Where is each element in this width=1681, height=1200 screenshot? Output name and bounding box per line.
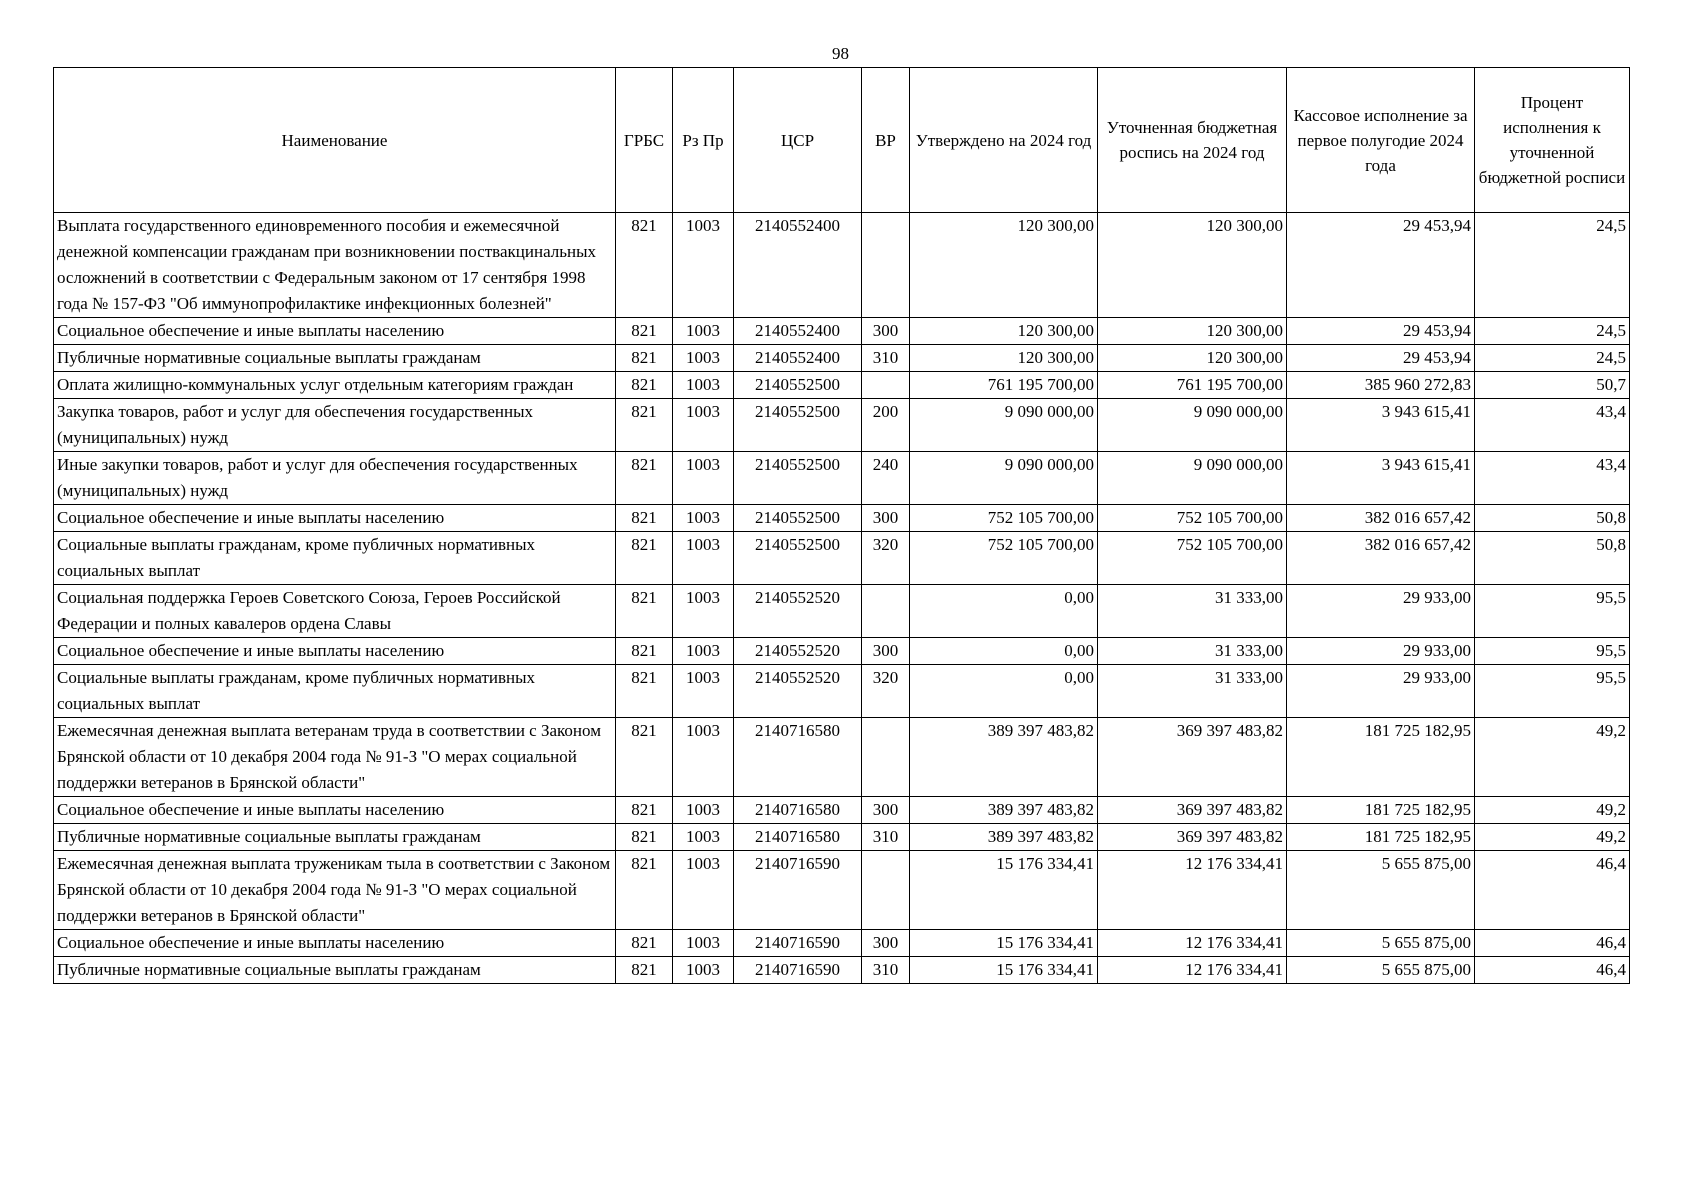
cell-csr: 2140716580 [734,824,862,851]
cell-grbs: 821 [616,665,673,718]
cell-grbs: 821 [616,930,673,957]
table-row [54,452,1630,505]
cell-percent: 46,4 [1475,957,1630,984]
cell-approved: 15 176 334,41 [910,851,1098,930]
cell-name: Выплата государственного единовременного пособия и ежемесячной денежной компенсации гражданам при возникновении поствакцинальных осложнений в соответствии с Федеральным законом от 17 сентября 1998 года № 157-ФЗ "Об иммунопрофилактике инфекционных болезней" [54,213,616,318]
cell-csr: 2140552500 [734,372,862,399]
cell-rzpr: 1003 [673,585,734,638]
header-percent: Процент исполнения к уточненной бюджетной росписи [1475,68,1630,213]
cell-percent: 43,4 [1475,399,1630,452]
cell-csr: 2140716590 [734,930,862,957]
cell-percent: 49,2 [1475,718,1630,797]
cell-csr: 2140552520 [734,665,862,718]
cell-rzpr: 1003 [673,665,734,718]
cell-refined: 31 333,00 [1098,638,1287,665]
table-row [54,585,1630,638]
cell-name: Публичные нормативные социальные выплаты гражданам [54,957,616,984]
table-row [54,318,1630,345]
cell-grbs: 821 [616,957,673,984]
cell-approved: 389 397 483,82 [910,824,1098,851]
cell-vr: 240 [862,452,910,505]
cell-vr [862,213,910,318]
table-row [54,930,1630,957]
cell-percent: 24,5 [1475,213,1630,318]
cell-grbs: 821 [616,638,673,665]
table-row [54,851,1630,930]
cell-refined: 12 176 334,41 [1098,930,1287,957]
header-cash: Кассовое исполнение за первое полугодие 2024 года [1287,68,1475,213]
cell-rzpr: 1003 [673,957,734,984]
cell-rzpr: 1003 [673,345,734,372]
cell-grbs: 821 [616,585,673,638]
cell-refined: 120 300,00 [1098,345,1287,372]
cell-refined: 31 333,00 [1098,585,1287,638]
header-approved: Утверждено на 2024 год [910,68,1098,213]
cell-percent: 95,5 [1475,665,1630,718]
cell-refined: 120 300,00 [1098,318,1287,345]
cell-name: Публичные нормативные социальные выплаты гражданам [54,824,616,851]
cell-name: Социальное обеспечение и иные выплаты населению [54,797,616,824]
cell-cash: 29 453,94 [1287,213,1475,318]
table-row [54,532,1630,585]
cell-grbs: 821 [616,399,673,452]
header-refined: Уточненная бюджетная роспись на 2024 год [1098,68,1287,213]
cell-vr: 310 [862,957,910,984]
cell-rzpr: 1003 [673,718,734,797]
cell-percent: 49,2 [1475,824,1630,851]
table-row [54,718,1630,797]
cell-refined: 31 333,00 [1098,665,1287,718]
cell-rzpr: 1003 [673,213,734,318]
table-row [54,665,1630,718]
cell-percent: 43,4 [1475,452,1630,505]
cell-csr: 2140552520 [734,585,862,638]
cell-approved: 0,00 [910,585,1098,638]
cell-approved: 752 105 700,00 [910,532,1098,585]
cell-refined: 12 176 334,41 [1098,851,1287,930]
cell-percent: 50,8 [1475,505,1630,532]
cell-cash: 382 016 657,42 [1287,532,1475,585]
cell-refined: 9 090 000,00 [1098,452,1287,505]
cell-grbs: 821 [616,824,673,851]
cell-approved: 761 195 700,00 [910,372,1098,399]
cell-rzpr: 1003 [673,452,734,505]
cell-cash: 181 725 182,95 [1287,797,1475,824]
cell-rzpr: 1003 [673,399,734,452]
budget-table [53,67,1630,984]
header-grbs: ГРБС [616,68,673,213]
cell-cash: 5 655 875,00 [1287,851,1475,930]
cell-cash: 181 725 182,95 [1287,718,1475,797]
cell-percent: 95,5 [1475,638,1630,665]
cell-rzpr: 1003 [673,930,734,957]
cell-refined: 369 397 483,82 [1098,824,1287,851]
cell-csr: 2140552400 [734,213,862,318]
cell-grbs: 821 [616,718,673,797]
cell-cash: 29 453,94 [1287,345,1475,372]
cell-refined: 761 195 700,00 [1098,372,1287,399]
cell-csr: 2140552500 [734,505,862,532]
table-row [54,957,1630,984]
cell-approved: 15 176 334,41 [910,957,1098,984]
cell-refined: 752 105 700,00 [1098,505,1287,532]
cell-approved: 120 300,00 [910,213,1098,318]
cell-grbs: 821 [616,213,673,318]
cell-cash: 5 655 875,00 [1287,930,1475,957]
cell-rzpr: 1003 [673,638,734,665]
cell-percent: 95,5 [1475,585,1630,638]
cell-name: Социальное обеспечение и иные выплаты населению [54,318,616,345]
cell-percent: 46,4 [1475,930,1630,957]
cell-grbs: 821 [616,505,673,532]
cell-approved: 0,00 [910,665,1098,718]
table-row [54,638,1630,665]
cell-rzpr: 1003 [673,532,734,585]
cell-name: Иные закупки товаров, работ и услуг для обеспечения государственных (муниципальных) нужд [54,452,616,505]
table-header-row [54,68,1630,213]
cell-grbs: 821 [616,452,673,505]
cell-name: Оплата жилищно-коммунальных услуг отдельным категориям граждан [54,372,616,399]
cell-vr: 300 [862,505,910,532]
cell-rzpr: 1003 [673,851,734,930]
header-csr: ЦСР [734,68,862,213]
cell-csr: 2140552500 [734,452,862,505]
cell-percent: 24,5 [1475,345,1630,372]
table-row [54,505,1630,532]
cell-name: Социальное обеспечение и иные выплаты населению [54,505,616,532]
cell-vr: 310 [862,824,910,851]
cell-vr: 320 [862,532,910,585]
cell-vr [862,718,910,797]
cell-vr [862,851,910,930]
table-row [54,824,1630,851]
cell-refined: 369 397 483,82 [1098,797,1287,824]
cell-vr: 300 [862,930,910,957]
cell-approved: 752 105 700,00 [910,505,1098,532]
cell-vr: 300 [862,797,910,824]
cell-percent: 24,5 [1475,318,1630,345]
cell-approved: 389 397 483,82 [910,718,1098,797]
table-row [54,372,1630,399]
table-row [54,345,1630,372]
cell-refined: 9 090 000,00 [1098,399,1287,452]
cell-cash: 181 725 182,95 [1287,824,1475,851]
cell-grbs: 821 [616,372,673,399]
cell-csr: 2140716590 [734,957,862,984]
cell-approved: 120 300,00 [910,318,1098,345]
cell-csr: 2140716580 [734,718,862,797]
page-number: 98 [832,44,849,63]
cell-approved: 9 090 000,00 [910,399,1098,452]
cell-name: Социальная поддержка Героев Советского Союза, Героев Российской Федерации и полных кавалеров ордена Славы [54,585,616,638]
cell-approved: 120 300,00 [910,345,1098,372]
cell-cash: 385 960 272,83 [1287,372,1475,399]
table-row [54,797,1630,824]
cell-refined: 752 105 700,00 [1098,532,1287,585]
cell-percent: 46,4 [1475,851,1630,930]
cell-name: Социальное обеспечение и иные выплаты населению [54,930,616,957]
cell-csr: 2140552400 [734,318,862,345]
cell-rzpr: 1003 [673,318,734,345]
cell-grbs: 821 [616,345,673,372]
cell-cash: 3 943 615,41 [1287,452,1475,505]
cell-vr: 320 [862,665,910,718]
cell-cash: 3 943 615,41 [1287,399,1475,452]
cell-grbs: 821 [616,851,673,930]
cell-csr: 2140716590 [734,851,862,930]
cell-percent: 49,2 [1475,797,1630,824]
cell-name: Ежемесячная денежная выплата труженикам тыла в соответствии с Законом Брянской области от 10 декабря 2004 года № 91-З "О мерах социальной поддержки ветеранов в Брянской области" [54,851,616,930]
cell-refined: 120 300,00 [1098,213,1287,318]
cell-rzpr: 1003 [673,372,734,399]
cell-rzpr: 1003 [673,797,734,824]
header-rzpr: Рз Пр [673,68,734,213]
cell-csr: 2140716580 [734,797,862,824]
cell-csr: 2140552500 [734,532,862,585]
header-name: Наименование [54,68,616,213]
cell-csr: 2140552500 [734,399,862,452]
table-row [54,213,1630,318]
cell-cash: 29 933,00 [1287,665,1475,718]
cell-vr [862,372,910,399]
cell-percent: 50,7 [1475,372,1630,399]
cell-cash: 382 016 657,42 [1287,505,1475,532]
cell-refined: 369 397 483,82 [1098,718,1287,797]
cell-csr: 2140552400 [734,345,862,372]
cell-vr: 310 [862,345,910,372]
cell-approved: 389 397 483,82 [910,797,1098,824]
cell-name: Социальное обеспечение и иные выплаты населению [54,638,616,665]
cell-csr: 2140552520 [734,638,862,665]
cell-cash: 29 453,94 [1287,318,1475,345]
cell-rzpr: 1003 [673,824,734,851]
cell-vr: 300 [862,318,910,345]
cell-vr [862,585,910,638]
cell-vr: 200 [862,399,910,452]
cell-percent: 50,8 [1475,532,1630,585]
cell-approved: 0,00 [910,638,1098,665]
cell-name: Социальные выплаты гражданам, кроме публичных нормативных социальных выплат [54,532,616,585]
cell-cash: 29 933,00 [1287,585,1475,638]
cell-name: Публичные нормативные социальные выплаты гражданам [54,345,616,372]
cell-name: Ежемесячная денежная выплата ветеранам труда в соответствии с Законом Брянской области от 10 декабря 2004 года № 91-З "О мерах социальной поддержки ветеранов в Брянской области" [54,718,616,797]
cell-cash: 29 933,00 [1287,638,1475,665]
cell-name: Закупка товаров, работ и услуг для обеспечения государственных (муниципальных) нужд [54,399,616,452]
cell-grbs: 821 [616,797,673,824]
cell-vr: 300 [862,638,910,665]
cell-cash: 5 655 875,00 [1287,957,1475,984]
cell-grbs: 821 [616,532,673,585]
cell-grbs: 821 [616,318,673,345]
cell-approved: 9 090 000,00 [910,452,1098,505]
cell-rzpr: 1003 [673,505,734,532]
header-vr: ВР [862,68,910,213]
cell-approved: 15 176 334,41 [910,930,1098,957]
cell-refined: 12 176 334,41 [1098,957,1287,984]
table-row [54,399,1630,452]
cell-name: Социальные выплаты гражданам, кроме публичных нормативных социальных выплат [54,665,616,718]
